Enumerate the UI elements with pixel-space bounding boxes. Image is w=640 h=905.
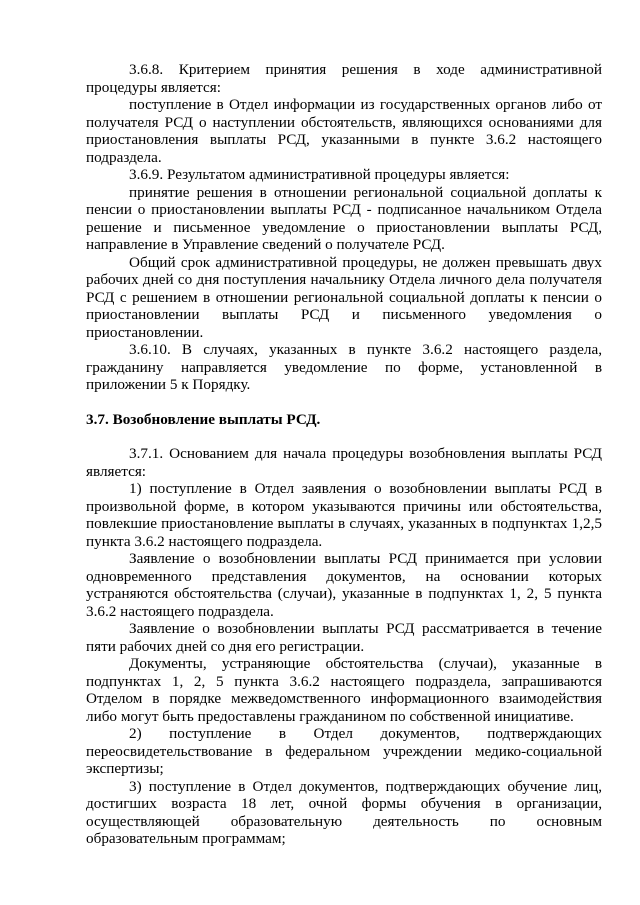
paragraph-3-6-9-text: принятие решения в отношении региональной социальной доплаты к пенсии о приостановлении выплаты РСД - подписанное начальником Отдела решение и письменное уведомление о приостановлении выплаты РСД, направление в Управление сведений о получателе РСД. xyxy=(86,183,602,253)
paragraph-item-2: 2) поступление в Отдел документов, подтверждающих переосвидетельствование в федеральном учреждении медико-социальной экспертизы; xyxy=(86,725,602,777)
paragraph-item-1: 1) поступление в Отдел заявления о возобновлении выплаты РСД в произвольной форме, в котором указываются причины или обстоятельства, повлекшие приостановление выплаты в случаях, указанных в подпунктах 1,2,5 пункта 3.6.2 настоящего подраздела. xyxy=(86,480,602,550)
paragraph-3-6-8: 3.6.8. Критерием принятия решения в ходе административной процедуры является: xyxy=(86,61,602,96)
paragraph-3-6-9: 3.6.9. Результатом административной процедуры является: xyxy=(129,166,510,183)
paragraph-3-6-8-text: поступление в Отдел информации из государственных органов либо от получателя РСД о наступлении обстоятельств, являющихся основаниями для приостановления выплаты РСД, указанными в пункте 3.6.2 настоящего подраздела. xyxy=(86,96,602,166)
paragraph-3-7-1: 3.7.1. Основанием для начала процедуры возобновления выплаты РСД является: xyxy=(86,445,602,480)
paragraph-term: Общий срок административной процедуры, не должен превышать двух рабочих дней со дня поступления начальнику Отдела личного дела получателя РСД с решением в отношении региональной социальной доплаты к пенсии о приостановлении выплаты РСД и письменного уведомления о приостановлении. xyxy=(86,253,602,341)
paragraph-item-3: 3) поступление в Отдел документов, подтверждающих обучение лиц, достигших возраста 18 лет, очной формы обучения в организации, осуществляющей образовательную деятельность по основным образовательным программам; xyxy=(86,777,602,847)
paragraph-application-accepted: Заявление о возобновлении выплаты РСД принимается при условии одновременного представления документов, на основании которых устраняются обстоятельства (случаи), указанные в подпунктах 1, 2, 5 пункта 3.6.2 настоящего подраздела. xyxy=(86,550,602,620)
paragraph-documents: Документы, устраняющие обстоятельства (случаи), указанные в подпунктах 1, 2, 5 пункта 3.6.2 настоящего подраздела, запрашиваются Отделом в порядке межведомственного информационного взаимодействия либо могут быть предоставлены гражданином по собственной инициативе. xyxy=(86,655,602,725)
section-heading: 3.7. Возобновление выплаты РСД. xyxy=(86,410,321,428)
document-body xyxy=(86,61,602,848)
paragraph-3-6-10: 3.6.10. В случаях, указанных в пункте 3.6.2 настоящего раздела, гражданину направляется уведомление по форме, установленной в приложении 5 к Порядку. xyxy=(86,341,602,393)
paragraph-application-review: Заявление о возобновлении выплаты РСД рассматривается в течение пяти рабочих дней со дня его регистрации. xyxy=(86,620,602,655)
